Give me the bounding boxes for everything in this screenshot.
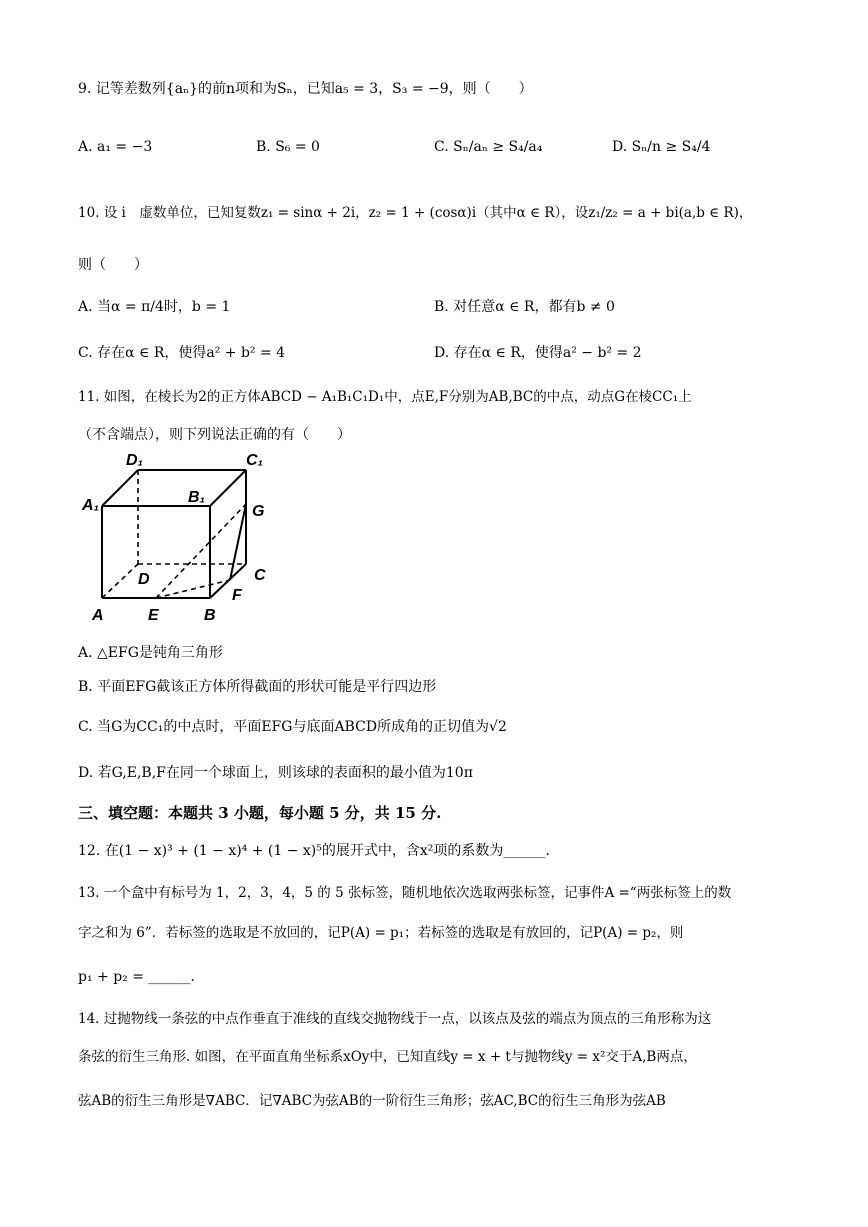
q11-option-b: B. 平面EFG截该正方体所得截面的形状可能是平行四边形 (78, 679, 437, 695)
q11-option-a: A. △EFG是钝角三角形 (78, 645, 223, 661)
label-d1: D₁ (126, 452, 144, 469)
q11-stem: 11. 如图，在棱长为2的正方体ABCD − A₁B₁C₁D₁中，点E,F分别为AB,BC的中点，动点G在棱CC₁上 (78, 389, 692, 405)
label-a: A (92, 607, 104, 624)
q14-line3: 弦AB的衍生三角形是∇ABC．记∇ABC为弦AB的一阶衍生三角形；弦AC,BC的衍生三角形为弦AB (78, 1093, 666, 1109)
label-g: G (252, 503, 265, 520)
cube-figure (78, 452, 278, 632)
q11-option-c: C. 当G为CC₁的中点时，平面EFG与底面ABCD所成角的正切值为√2 (78, 719, 507, 735)
label-f: F (232, 587, 242, 604)
label-b1: B₁ (188, 489, 206, 506)
q11-option-d: D. 若G,E,B,F在同一个球面上，则该球的表面积的最小值为10π (78, 765, 473, 781)
label-b: B (204, 607, 216, 624)
q10-option-b: B. 对任意α ∈ R，都有b ≠ 0 (434, 299, 615, 315)
label-c: C (254, 567, 266, 584)
q10-option-c: C. 存在α ∈ R，使得a² + b² = 4 (78, 345, 286, 361)
q9-option-a: A. a₁ = −3 (78, 139, 153, 155)
q9-option-c: C. Sₙ/aₙ ≥ S₄/a₄ (434, 139, 543, 155)
q11-stem-cont: （不含端点），则下列说法正确的有（ ） (78, 427, 351, 443)
label-d: D (138, 571, 150, 588)
q9-option-d: D. Sₙ/n ≥ S₄/4 (612, 139, 711, 155)
q13-line2: 字之和为 6”．若标签的选取是不放回的，记P(A) = p₁；若标签的选取是有放回的，记P(A) = p₂，则 (78, 925, 684, 941)
label-c1: C₁ (246, 452, 264, 469)
q9-option-b: B. S₆ = 0 (256, 139, 320, 155)
section-title: 三、填空题：本题共 3 小题，每小题 5 分，共 15 分. (78, 804, 442, 822)
q10-option-a: A. 当α = π/4时，b = 1 (78, 299, 231, 315)
q14-line1: 14. 过抛物线一条弦的中点作垂直于准线的直线交抛物线于一点，以该点及弦的端点为顶点的三角形称为这 (78, 1011, 712, 1027)
q13-line1: 13. 一个盒中有标号为 1，2，3，4，5 的 5 张标签，随机地依次选取两张标签，记事件A =“两张标签上的数 (78, 885, 732, 901)
label-e: E (148, 607, 159, 624)
q13-line3: p₁ + p₂ = ______. (78, 969, 195, 985)
q12-text: 12. 在(1 − x)³ + (1 − x)⁴ + (1 − x)⁵的展开式中，含x²项的系数为______. (78, 843, 550, 859)
q10-option-d: D. 存在α ∈ R，使得a² − b² = 2 (434, 345, 642, 361)
q10-stem-cont: 则（ ） (78, 257, 148, 273)
q10-stem: 10. 设 i 虚数单位，已知复数z₁ = sinα + 2i，z₂ = 1 + (cosα)i（其中α ∈ R），设z₁/z₂ = a + bi(a,b ∈ R)， (78, 205, 753, 221)
label-a1: A₁ (82, 497, 100, 514)
q9-stem: 9. 记等差数列{aₙ}的前n项和为Sₙ，已知a₅ = 3，S₃ = −9，则（ ） (78, 81, 533, 97)
q14-line2: 条弦的衍生三角形. 如图，在平面直角坐标系xOy中，已知直线y = x + t与抛物线y = x²交于A,B两点， (78, 1049, 697, 1065)
